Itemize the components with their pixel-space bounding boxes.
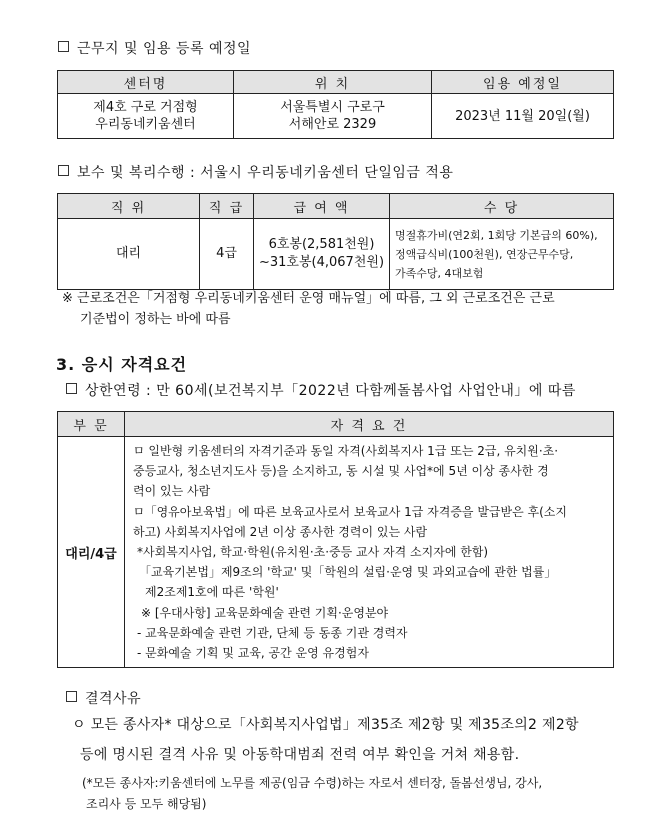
center-name-line: 우리동네키움센터	[95, 117, 196, 132]
staff-definition-note	[82, 773, 542, 815]
column-header: 위 치	[234, 71, 432, 94]
salary-table	[57, 193, 614, 290]
table-header-row	[58, 71, 614, 94]
checkbox-square-icon	[58, 41, 69, 52]
center-name-cell	[58, 94, 234, 139]
section-title-qualifications: 3. 응시 자격요건	[56, 355, 188, 374]
requirement-line: ㅁ「영유아보육법」에 따른 보육교사로서 보육교사 1급 자격증을 발급받은 후(소지	[133, 504, 567, 519]
center-name-line: 제4호 구로 거점형	[93, 100, 198, 115]
table-row	[58, 219, 614, 290]
column-header: 센터명	[58, 71, 234, 94]
note-line: 조리사 등 모두 해당됨)	[86, 797, 207, 811]
age-limit-text: 상한연령 : 만 60세(보건복지부「2022년 다함께돌봄사업 사업안내」에 따름	[85, 383, 576, 399]
requirement-line: ㅁ 일반형 키움센터의 자격기준과 동일 자격(사회복지사 1급 또는 2급, 유치원·초·	[133, 444, 559, 458]
benefit-line: 정액급식비(100천원), 연장근무수당,	[395, 247, 574, 261]
location-cell	[234, 94, 432, 139]
salary-line: 6호봉(2,581천원)	[268, 237, 375, 252]
qualifications-table	[57, 411, 614, 668]
requirement-line: 제2조제1호에 따른 '학원'	[145, 585, 279, 600]
column-header: 임용 예정일	[432, 71, 614, 94]
note-line: 기준법이 정하는 바에 따름	[80, 312, 231, 327]
paragraph-line: 등에 명시된 결격 사유 및 아동학대범죄 전력 여부 확인을 거쳐 채용함.	[80, 747, 520, 763]
requirement-line: 「교육기본법」제9조의 '학교' 및「학원의 설립·운영 및 과외교습에 관한 법률」	[139, 565, 557, 580]
requirements-cell	[125, 437, 614, 668]
paragraph-line: ㅇ 모든 종사자* 대상으로「사회복지사업법」제35조 제2항 및 제35조의2 제2항	[72, 717, 579, 733]
disqualification-paragraph	[72, 710, 632, 770]
table-header-row	[58, 194, 614, 219]
column-header: 직 위	[58, 194, 200, 219]
working-conditions-note	[62, 288, 555, 330]
column-header: 부 문	[58, 412, 125, 437]
department-cell: 대리/4급	[58, 437, 125, 668]
checkbox-square-icon	[66, 383, 77, 394]
salary-line: ~31호봉(4,067천원)	[258, 255, 385, 270]
section-heading-text: 보수 및 복리수행 : 서울시 우리동네키움센터 단일임금 적용	[77, 165, 454, 181]
requirement-line: 력이 있는 사람	[133, 484, 211, 499]
requirement-line: - 문화예술 기획 및 교육, 공간 운영 유경험자	[137, 646, 369, 661]
grade-cell: 4급	[200, 219, 254, 290]
benefits-cell	[390, 219, 614, 290]
age-limit-line	[66, 380, 576, 400]
section-heading-salary	[58, 162, 453, 182]
requirement-line: - 교육문화예술 관련 기관, 단체 등 동종 기관 경력자	[137, 625, 408, 640]
checkbox-square-icon	[66, 691, 77, 702]
column-header: 직 급	[200, 194, 254, 219]
requirement-line: ※ [우대사항] 교육문화예술 관련 기획·운영분야	[141, 605, 389, 620]
column-header: 자 격 요 건	[125, 412, 614, 437]
requirement-line: *사회복지사업, 학교·학원(유치원·초·중등 교사 자격 소지자에 한함)	[137, 545, 489, 560]
table-row	[58, 437, 614, 668]
requirement-line: 하고) 사회복지사업에 2년 이상 종사한 경력이 있는 사람	[133, 524, 428, 539]
salary-cell	[254, 219, 390, 290]
position-cell: 대리	[58, 219, 200, 290]
section-heading-workplace	[58, 38, 251, 58]
column-header: 수 당	[390, 194, 614, 219]
requirement-line: 중등교사, 청소년지도사 등)을 소지하고, 동 시설 및 사업*에 5년 이상 종사한 경	[133, 464, 549, 479]
column-header: 급 여 액	[254, 194, 390, 219]
section-heading-text: 결격사유	[85, 691, 142, 707]
benefit-line: 가족수당, 4대보험	[395, 266, 484, 280]
appointment-date-cell: 2023년 11월 20일(월)	[432, 94, 614, 139]
location-line: 서울특별시 구로구	[280, 100, 385, 115]
table-row	[58, 94, 614, 139]
benefit-line: 명절휴가비(연2회, 1회당 기본급의 60%),	[395, 228, 598, 242]
checkbox-square-icon	[58, 165, 69, 176]
workplace-table	[57, 70, 614, 139]
table-header-row	[58, 412, 614, 437]
note-line: ※ 근로조건은「거점형 우리동네키움센터 운영 매뉴얼」에 따름, 그 외 근로조건은 근로	[62, 291, 555, 306]
section-heading-disqualification	[66, 688, 141, 708]
location-line: 서해안로 2329	[288, 117, 377, 132]
note-line: (*모든 종사자:키움센터에 노무를 제공(임금 수령)하는 자로서 센터장, 돌봄선생님, 강사,	[82, 776, 543, 790]
section-heading-text: 근무지 및 임용 등록 예정일	[77, 41, 252, 57]
